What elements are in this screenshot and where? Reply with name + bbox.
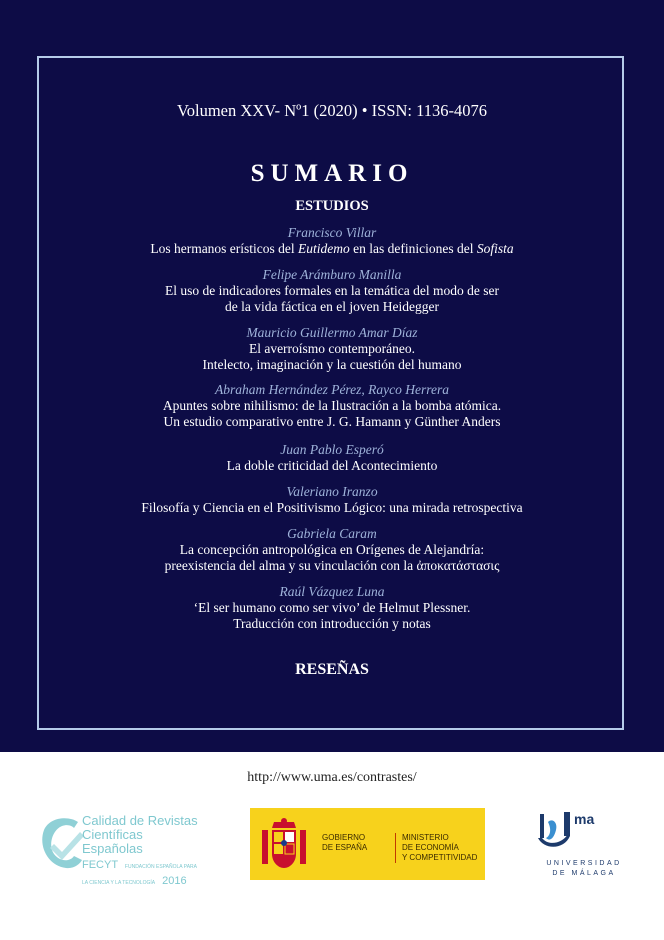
uma-mark: ma — [574, 811, 595, 827]
article-7[interactable] — [60, 525, 604, 574]
fecyt-year: 2016 — [162, 875, 187, 887]
article-title-line: La doble criticidad del Acontecimiento — [226, 458, 438, 473]
article-title-line: Apuntes sobre nihilismo: de la Ilustración a la bomba atómica. — [162, 398, 502, 413]
article-author: Francisco Villar — [287, 225, 377, 240]
estudios-heading: ESTUDIOS — [295, 198, 369, 214]
fecyt-brand: FECYT — [82, 859, 118, 871]
sumario-title: SUMARIO — [250, 160, 414, 187]
coat-of-arms-icon — [260, 816, 308, 872]
fecyt-check-icon — [40, 814, 84, 874]
article-title-line: de la vida fáctica en el joven Heidegger — [224, 299, 440, 314]
issue-info: Volumen XXV- Nº1 (2020) • ISSN: 1136-4076 — [176, 101, 488, 120]
article-title-line: Intelecto, imaginación y la cuestión del humano — [202, 357, 462, 372]
article-title: Los hermanos erísticos del Eutidemo en las definiciones del Sofista — [150, 241, 514, 256]
article-author: Juan Pablo Esperó — [280, 442, 384, 457]
article-title-line: Filosofía y Ciencia en el Positivismo Lógico: una mirada retrospectiva — [141, 500, 523, 515]
resenas-heading: RESEÑAS — [295, 661, 369, 678]
uma-logo — [534, 808, 634, 886]
article-title-line: El averroísmo contemporáneo. — [248, 341, 416, 356]
article-title-line: Un estudio comparativo entre J. G. Hamann y Günther Anders — [163, 414, 501, 429]
article-author: Abraham Hernández Pérez, Rayco Herrera — [214, 382, 450, 397]
article-title-line: La concepción antropológica en Orígenes de Alejandría: — [179, 542, 485, 557]
ministerio-text: MINISTERIO DE ECONOMÍA Y COMPETITIVIDAD — [395, 833, 477, 863]
article-title-line: Traducción con introducción y notas — [233, 616, 431, 631]
fecyt-small-text: FUNDACIÓN ESPAÑOLA PARA LA CIENCIA Y LA TECNOLOGÍA — [82, 864, 197, 886]
uma-logo-icon — [534, 808, 634, 858]
journal-url-link[interactable]: http://www.uma.es/contrastes/ — [247, 770, 417, 785]
article-author: Valeriano Iranzo — [286, 484, 378, 499]
gobierno-text: GOBIERNO DE ESPAÑA — [322, 833, 368, 852]
article-author: Gabriela Caram — [287, 526, 377, 541]
uma-text-line2: DE MÁLAGA — [552, 870, 616, 877]
article-author: Felipe Arámburo Manilla — [262, 267, 402, 282]
fecyt-logo — [40, 812, 202, 887]
article-author: Raúl Vázquez Luna — [279, 584, 385, 599]
gobierno-logo — [250, 808, 485, 880]
article-2[interactable] — [60, 266, 604, 315]
article-4[interactable] — [60, 381, 604, 430]
article-title-line: ‘El ser humano como ser vivo’ de Helmut Plessner. — [193, 600, 471, 615]
article-3[interactable] — [60, 324, 604, 373]
article-title-line: El uso de indicadores formales en la temática del modo de ser — [164, 283, 499, 298]
article-author: Mauricio Guillermo Amar Díaz — [246, 325, 418, 340]
fecyt-text-line1: Calidad de Revistas — [82, 813, 198, 828]
article-5[interactable] — [60, 441, 604, 474]
uma-text-line1: UNIVERSIDAD — [546, 860, 622, 867]
article-1[interactable] — [60, 224, 604, 257]
article-title-line: preexistencia del alma y su vinculación con la ἀποκατάστασις — [164, 558, 500, 573]
article-8[interactable] — [60, 583, 604, 632]
article-6[interactable] — [60, 483, 604, 516]
fecyt-text-line2: Científicas Españolas — [82, 827, 143, 856]
